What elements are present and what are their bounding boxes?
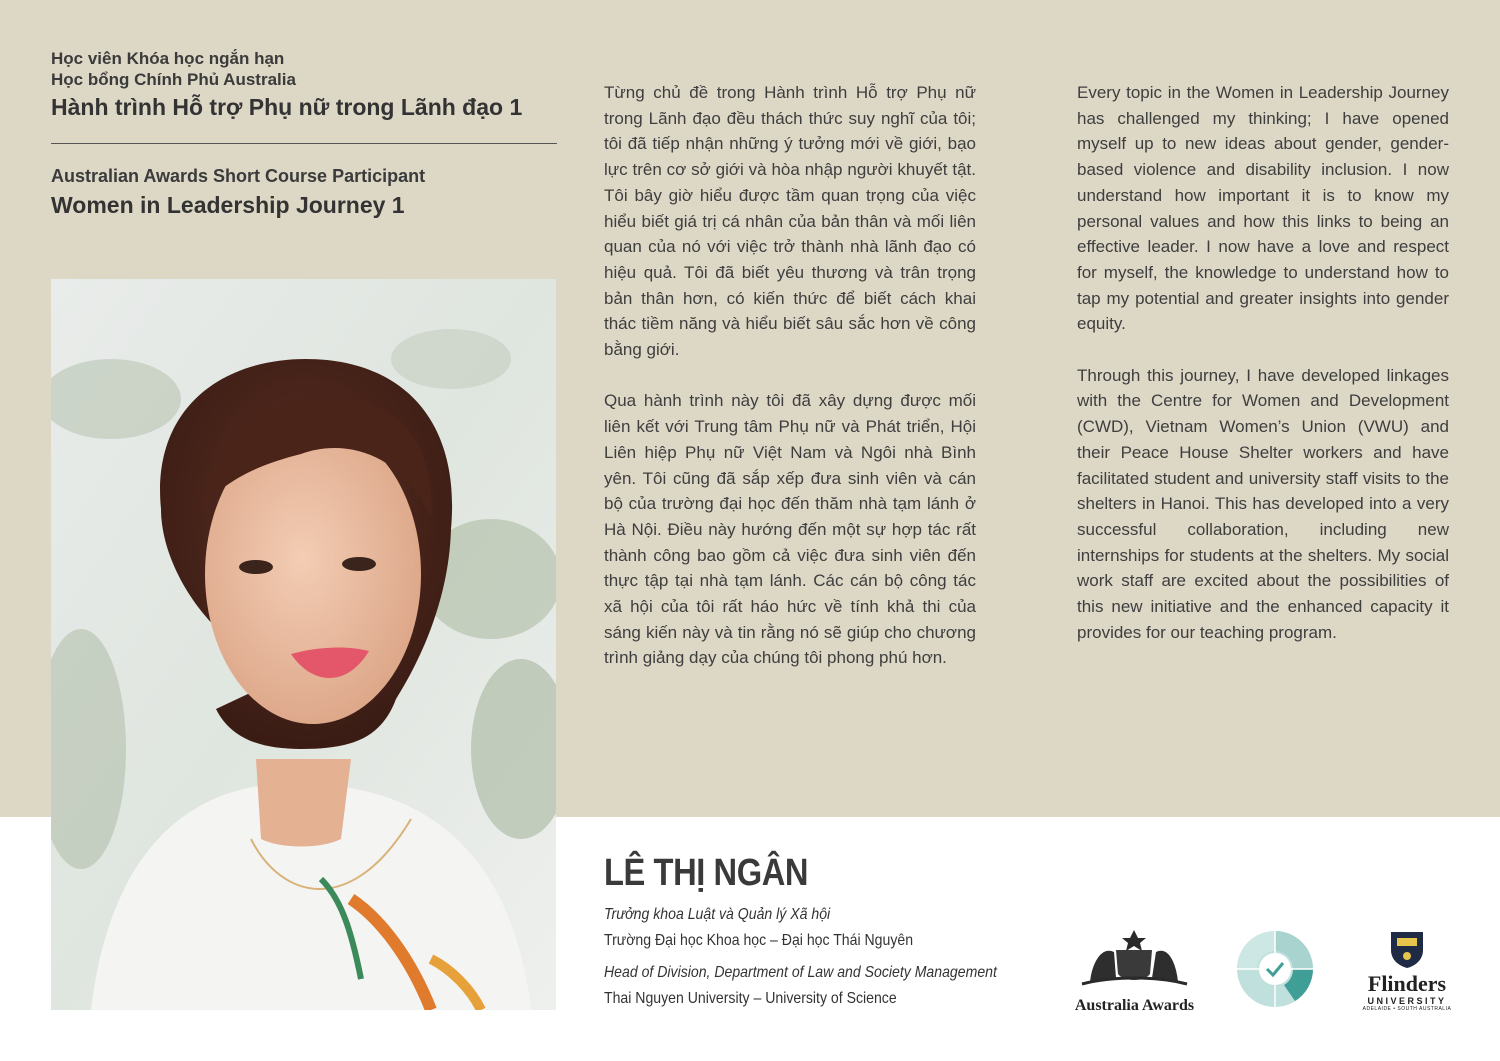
vn-paragraph-1: Từng chủ đề trong Hành trình Hỗ trợ Phụ nữ trong Lãnh đạo đều thách thức suy nghĩ của tôi; tôi đã tiếp nhận những ý tưởng mới về giới, bạo lực trên cơ sở giới và hòa nhập người khuyết tật. Tôi bây giờ hiểu được tầm quan trọng của việc hiểu biết giá trị cá nhân của bản thân và mối liên quan của nó với việc trở thành nhà lãnh đạo có hiệu quả. Tôi đã biết yêu thương và trân trọng bản thân hơn, có kiến thức để biết cách khai thác tiềm năng và hiểu biết sâu sắc hơn về công bằng giới. [604,83,976,360]
portrait-photo [51,279,556,1010]
flinders-university-logo [1362,926,1452,1016]
role-vietnamese: Trưởng khoa Luật và Quản lý Xã hội [604,906,831,923]
header-block [51,48,557,122]
program-wheel-icon [1235,929,1315,1009]
person-name: LÊ THỊ NGÂN [604,852,809,894]
en-subtitle: Australian Awards Short Course Participant [51,166,426,186]
role-english: Head of Division, Department of Law and Society Management [604,964,997,981]
en-title: Women in Leadership Journey 1 [51,192,405,218]
vietnamese-text-column [604,80,976,697]
flinders-location-text: ADELAIDE • SOUTH AUSTRALIA [1362,1006,1452,1012]
australia-awards-logo [1072,926,1197,1016]
australia-vietnam-wheel-logo [1235,929,1315,1009]
en-paragraph-1: Every topic in the Women in Leadership Journey has challenged my thinking; I have opened myself up to new ideas about gender, gender-based violence and disability inclusion. I now understand how important it is to know my personal values and how this links to being an effective leader. I now have a love and respect for myself, the knowledge to understand how to tap my potential and greater insights into gender equity. [1077,83,1449,334]
australia-awards-text: Australia Awards [1074,997,1195,1014]
organisation-english: Thai Nguyen University – University of Science [604,990,897,1007]
vn-heading-line-1: Học viên Khóa học ngắn hạn [51,49,285,68]
flinders-university-text: UNIVERSITY [1367,996,1447,1006]
organisation-vietnamese: Trường Đại học Khoa học – Đại học Thái Nguyên [604,932,914,949]
flinders-crest-icon [1387,926,1427,968]
vn-paragraph-2: Qua hành trình này tôi đã xây dựng được mối liên kết với Trung tâm Phụ nữ và Phát triển, Hội Liên hiệp Phụ nữ Việt Nam và Ngôi nhà Bình yên. Tôi cũng đã sắp xếp đưa sinh viên và cán bộ của trường đại học đến thăm nhà tạm lánh ở Hà Nội. Điều này hướng đến một sự hợp tác rất thành công bao gồm cả việc đưa sinh viên đến thực tập tại nhà tạm lánh. Các cán bộ công tác xã hội của tôi rất háo hức về tính khả thi của sáng kiến này và tin rằng nó sẽ giúp cho chương trình giảng dạy của chúng tôi phong phú hơn. [604,391,976,668]
vn-heading-line-2: Học bổng Chính Phủ Australia [51,70,296,89]
coat-of-arms-icon [1072,926,1197,988]
header-divider [51,143,557,144]
flinders-wordmark: Flinders [1367,971,1447,996]
vn-title: Hành trình Hỗ trợ Phụ nữ trong Lãnh đạo 1 [51,94,523,120]
en-paragraph-2: Through this journey, I have developed linkages with the Centre for Women and Development (CWD), Vietnam Women’s Union (VWU) and their Peace House Shelter workers and have facilitated student and university staff visits to the shelters in Hanoi. This has developed into a very successful collaboration, including new internships for students at the shelters. My social work staff are excited about the possibilities of this new initiative and the enhanced capacity it provides for our teaching program. [1077,365,1449,642]
english-text-column [1077,80,1449,671]
